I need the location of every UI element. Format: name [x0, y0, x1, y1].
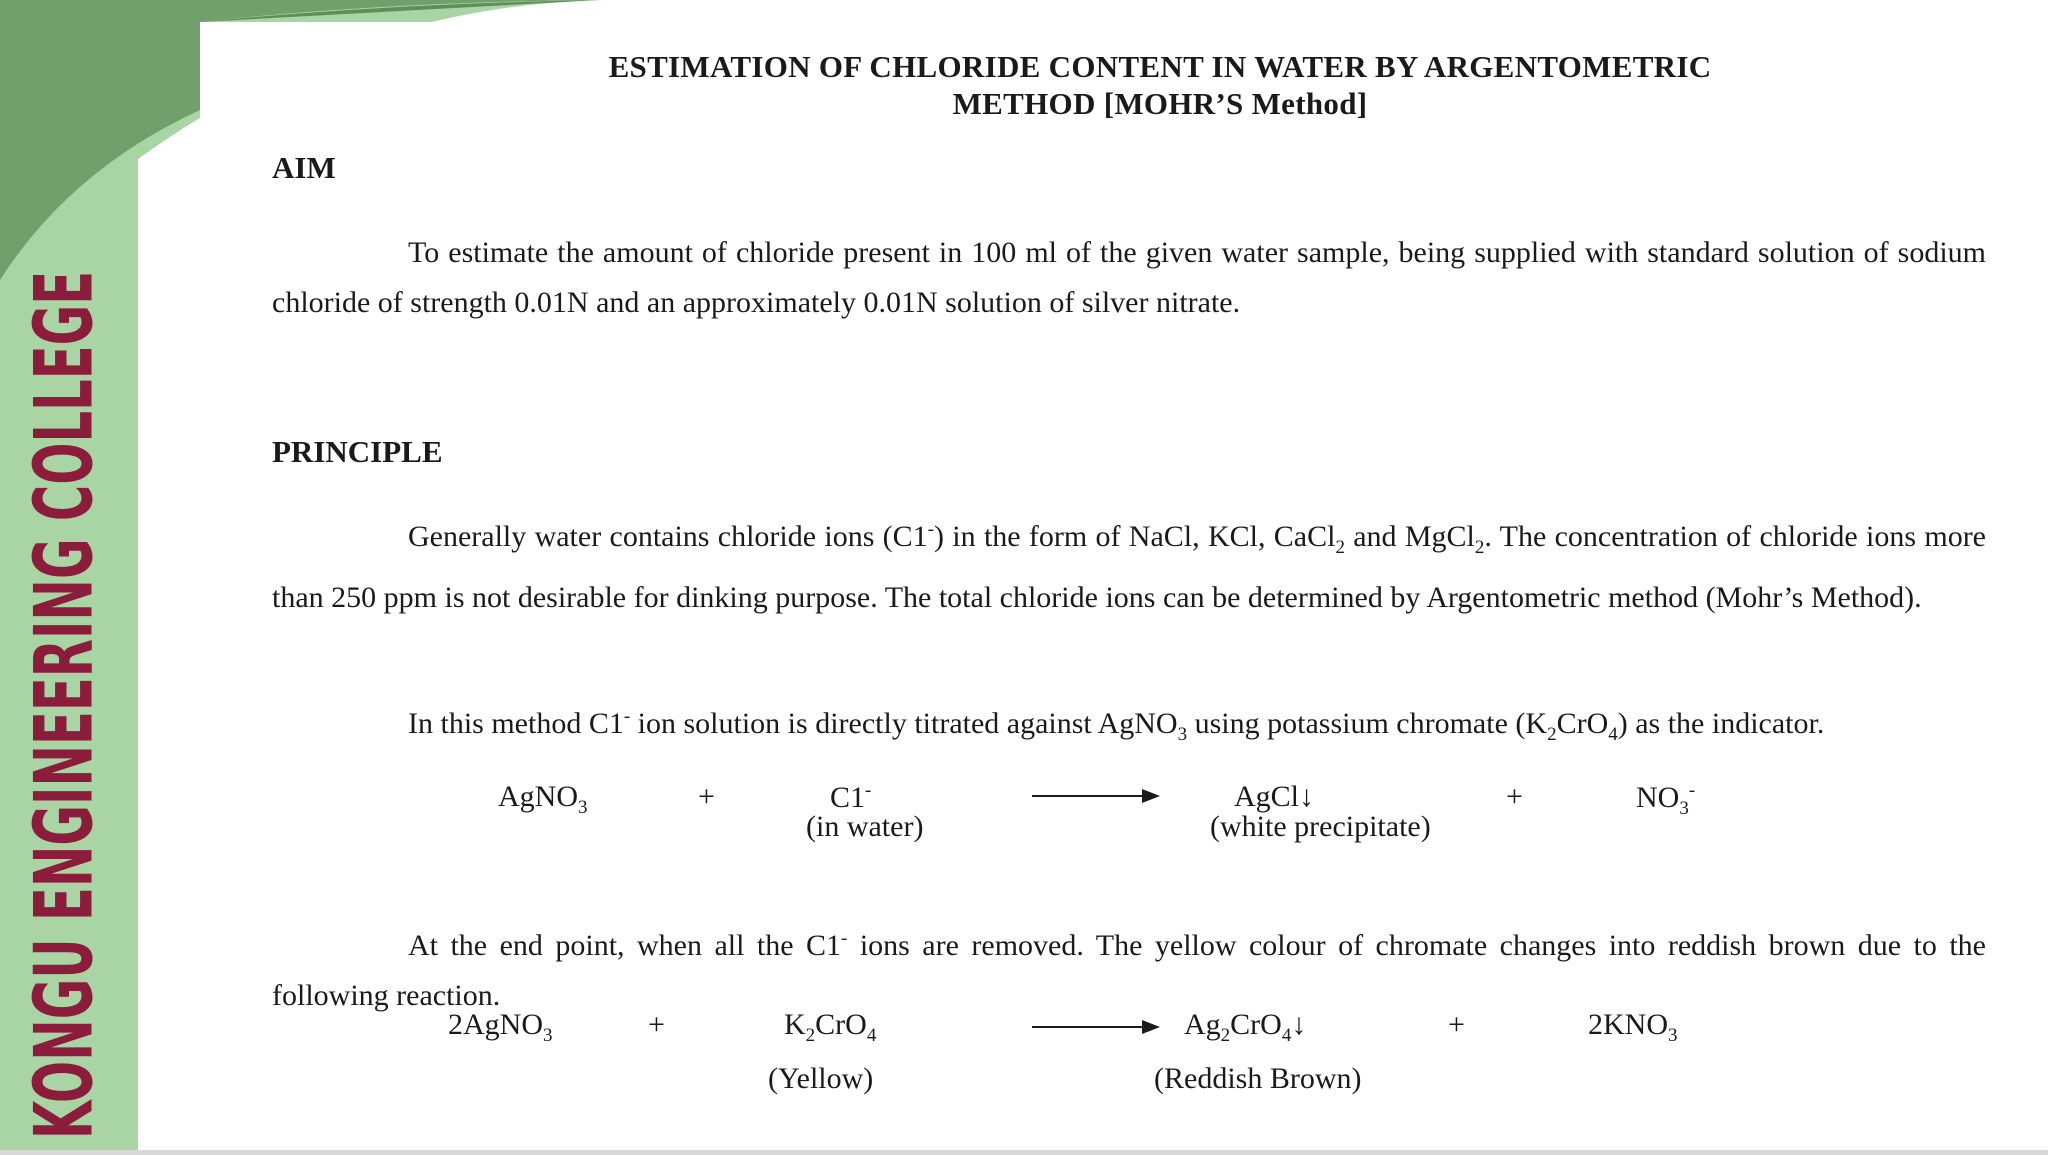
p2-text-a: In this method C1: [408, 707, 624, 740]
p2-sub-c: 4: [1608, 724, 1618, 745]
eq2-plus2: +: [1448, 1008, 1465, 1041]
p1-text-a: Generally water contains chloride ions (C1: [408, 520, 928, 553]
principle-heading: PRINCIPLE: [272, 434, 443, 469]
aim-text: To estimate the amount of chloride present in 100 ml of the given water sample, being supplied with standard solution of sodium chloride of strength 0.01N and an approximately 0.01N solution of silver nitrate.: [272, 236, 1986, 319]
eq1-plus1: +: [698, 780, 715, 813]
p1-sub-b: 2: [1474, 537, 1485, 558]
eq1-arrow: [1032, 795, 1156, 797]
eq1-plus2: +: [1506, 780, 1523, 813]
college-name: KONGU ENGINEERING COLLEGE: [17, 270, 111, 1140]
frame-bottom-edge: [0, 1150, 2048, 1155]
p2-sub-a: 3: [1177, 724, 1188, 745]
aim-heading: AIM: [272, 150, 336, 185]
p2-sub-b: 2: [1547, 724, 1557, 745]
eq2-reactant2-note: (Yellow): [768, 1062, 874, 1095]
eq2-arrow: [1032, 1026, 1156, 1028]
eq2-reactant1: 2AgNO$_3$: [448, 1008, 553, 1046]
eq2-product2: $2KNO_3$: [1588, 1008, 1678, 1046]
p2-sup: -: [623, 706, 631, 727]
eq2-product1-note: (Reddish Brown): [1154, 1062, 1362, 1095]
page-title: [320, 48, 2000, 122]
p3-text-a: At the end point, when all the C1: [408, 929, 842, 962]
eq2-plus1: +: [648, 1008, 665, 1041]
p1-sup: -: [927, 519, 935, 540]
eq1-reactant2-note: (in water): [806, 810, 924, 843]
document-page: [200, 22, 2048, 1155]
title-line-2: METHOD [MOHR’S Method]: [952, 86, 1368, 121]
eq1-product1: AgCl↓: [1234, 780, 1315, 813]
eq1-product2: $NO_3^-$: [1636, 780, 1696, 819]
p1-sub-a: 2: [1335, 537, 1345, 558]
aim-paragraph: [272, 228, 1986, 328]
p2-text-b: ion solution is directly titrated against AgNO: [630, 707, 1178, 740]
p2-text-c: using potassium chromate (K: [1187, 707, 1548, 740]
title-line-1: ESTIMATION OF CHLORIDE CONTENT IN WATER BY ARGENTOMETRIC: [608, 49, 1712, 84]
p3-sup: -: [841, 928, 848, 949]
p2-text-d: CrO: [1556, 707, 1609, 740]
eq1-reactant1: AgNO$_3$: [498, 780, 588, 818]
p2-text-e: ) as the indicator.: [1617, 707, 1825, 740]
eq2-reactant2: $K_2CrO_4$: [784, 1008, 877, 1046]
p1-text-c: and MgCl: [1344, 520, 1475, 553]
p1-text-b: ) in the form of NaCl, KCl, CaCl: [934, 520, 1336, 553]
p1-text-d: . The concentration of chloride ions more than 250 ppm is not desirable for dinking purpose. The total chloride ions can be determined by Argentometric method (Mohr’s Method).: [272, 520, 1986, 614]
eq1-product1-note: (white precipitate): [1210, 810, 1431, 843]
eq2-product1: $Ag_2CrO_4↓$: [1184, 1008, 1307, 1046]
p3-text-b: ions are removed. The yellow colour of chromate changes into reddish brown due to the following reaction.: [272, 929, 1986, 1012]
eq1-reactant2: C1-: [830, 780, 872, 814]
principle-paragraph-1: [272, 505, 1986, 623]
principle-paragraph-3: [272, 914, 1986, 1021]
principle-paragraph-2: [272, 692, 1986, 760]
